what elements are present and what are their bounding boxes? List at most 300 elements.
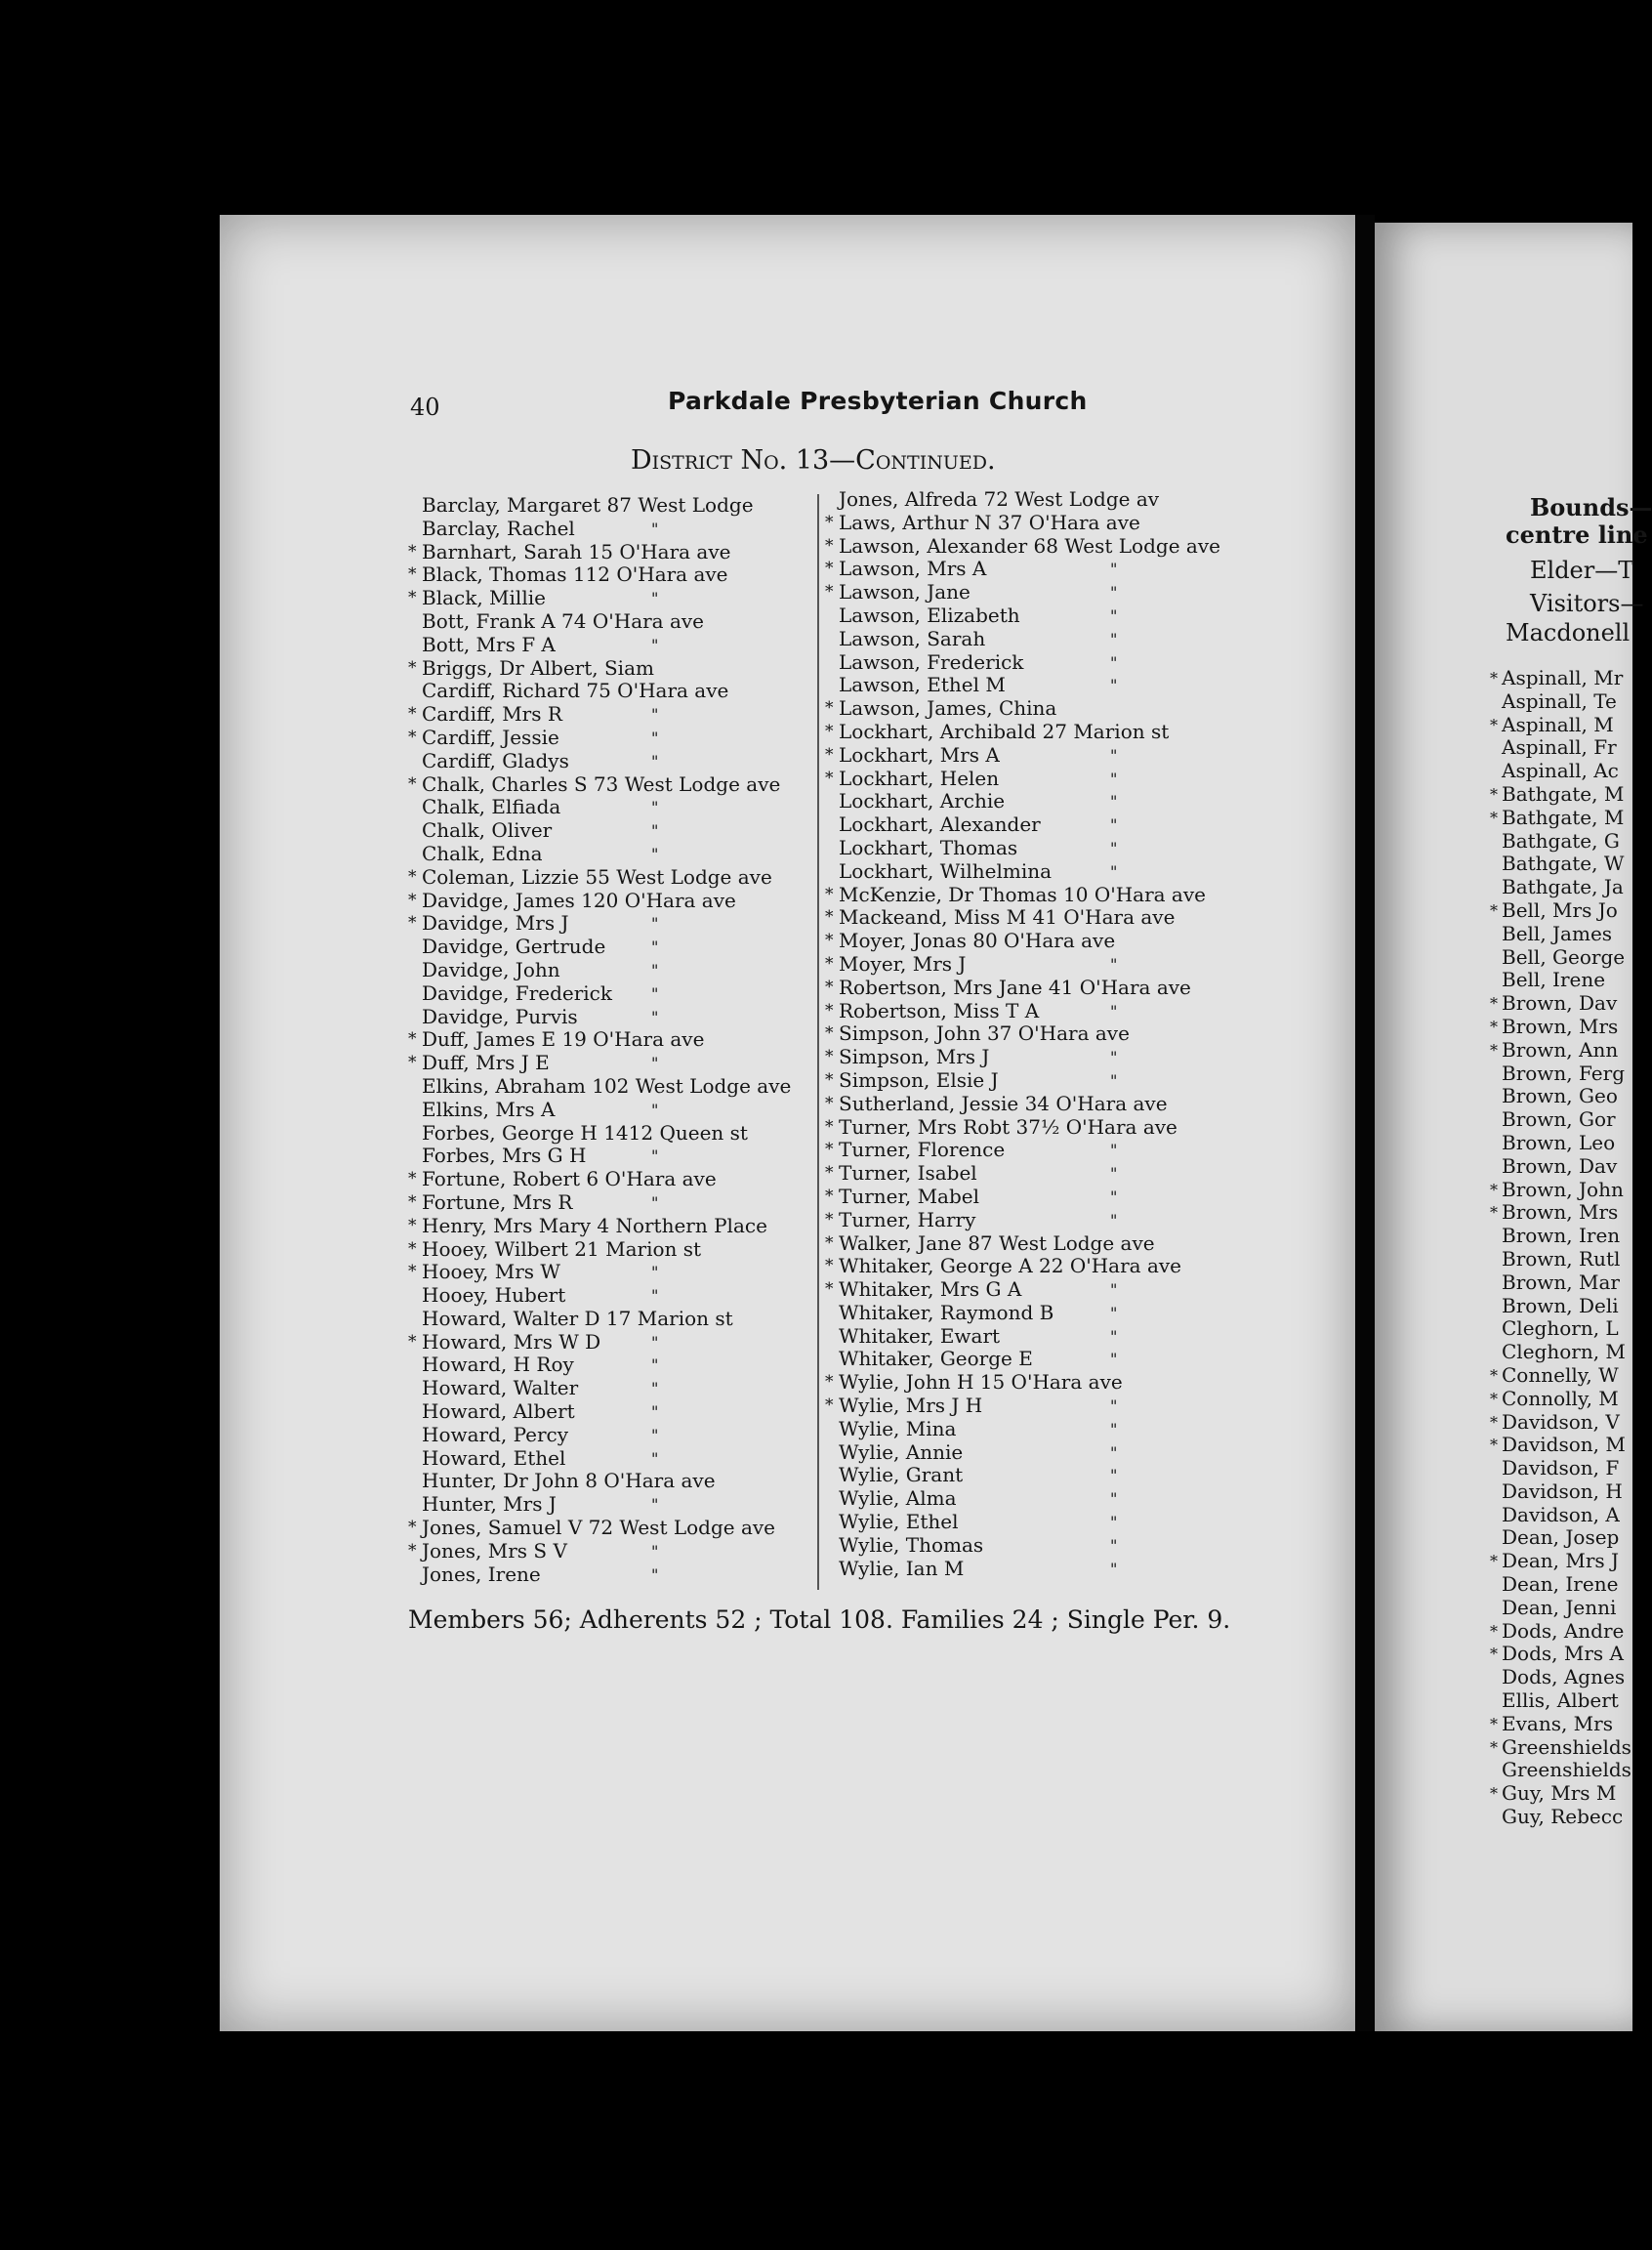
member-name: Evans, Mrs: [1502, 1711, 1613, 1735]
member-name: Bathgate, M: [1502, 781, 1625, 806]
member-name-address: Barclay, Rachel: [422, 516, 575, 540]
communicant-marker: *: [825, 1279, 834, 1300]
ditto-mark: ": [1110, 1513, 1118, 1532]
member-entry: [825, 1114, 1249, 1140]
ditto-mark: ": [651, 1192, 659, 1212]
member-name: Brown, Mrs: [1502, 1200, 1619, 1225]
ditto-mark: ": [651, 821, 659, 841]
member-name: Greenshields: [1502, 1734, 1631, 1759]
member-name-address: Turner, Mrs Robt 37½ O'Hara ave: [839, 1114, 1177, 1139]
ditto-mark: ": [1110, 652, 1118, 672]
member-entry: [408, 562, 812, 587]
member-name-address: Whitaker, George A 22 O'Hara ave: [839, 1254, 1182, 1278]
communicant-marker: *: [825, 1396, 834, 1416]
next-page-entry: [1502, 690, 1631, 714]
member-name-address: Lawson, Mrs A: [839, 557, 987, 581]
member-name-address: Cardiff, Gladys: [422, 748, 569, 772]
member-name-address: Lawson, Frederick: [839, 649, 1024, 674]
member-name-address: Chalk, Charles S 73 West Lodge ave: [422, 771, 781, 796]
member-entry: [839, 604, 1249, 628]
member-name-address: Jones, Samuel V 72 West Lodge ave: [422, 1516, 776, 1540]
member-entry: [408, 1538, 812, 1563]
member-entry: [422, 1493, 812, 1517]
communicant-marker: *: [825, 1023, 834, 1044]
member-entry: [422, 1377, 812, 1400]
ditto-mark: ": [1110, 1489, 1118, 1509]
next-page-entry: [1490, 1177, 1631, 1202]
communicant-marker: *: [1490, 715, 1498, 734]
ditto-mark: ": [1110, 605, 1118, 625]
member-entry: [825, 1067, 1249, 1093]
member-entry: [839, 674, 1249, 697]
ditto-mark: ": [651, 983, 659, 1003]
ditto-mark: ": [1110, 629, 1118, 648]
communicant-marker: *: [1490, 1389, 1498, 1408]
member-entry: [839, 1534, 1249, 1558]
next-page-entry: [1502, 830, 1631, 854]
next-page-member-list: [1490, 666, 1631, 1829]
member-entry: [408, 1189, 812, 1215]
member-entry: [825, 557, 1249, 581]
next-page-entry: [1502, 969, 1631, 992]
member-name: Dean, Jenni: [1502, 1595, 1617, 1619]
next-page-entry: [1502, 853, 1631, 876]
member-name: Davidson, A: [1502, 1502, 1620, 1526]
member-entry: [422, 1424, 812, 1447]
communicant-marker: *: [408, 1262, 417, 1282]
member-name-address: Lawson, James, China: [839, 696, 1057, 721]
ditto-mark: ": [651, 1332, 659, 1352]
communicant-marker: *: [1490, 1412, 1498, 1432]
member-entry: [825, 1184, 1249, 1209]
ditto-mark: ": [651, 1541, 659, 1561]
next-page-entry: [1502, 1597, 1631, 1620]
member-entry: [825, 742, 1249, 768]
member-entry: [422, 982, 812, 1006]
member-entry: [408, 725, 812, 750]
member-entry: [422, 680, 812, 703]
member-name-address: Lawson, Sarah: [839, 626, 986, 650]
member-name: Dods, Agnes: [1502, 1665, 1626, 1689]
ditto-mark: ": [651, 705, 659, 725]
member-entry: [839, 860, 1249, 884]
communicant-marker: *: [825, 535, 834, 556]
communicant-marker: *: [825, 1232, 834, 1253]
ditto-mark: ": [651, 1495, 659, 1515]
member-entry: [408, 1260, 812, 1284]
next-page-entry: [1502, 1295, 1631, 1318]
member-entry: [825, 1277, 1249, 1302]
member-name-address: Robertson, Mrs Jane 41 O'Hara ave: [839, 975, 1191, 999]
member-entry: [825, 1045, 1249, 1069]
member-entry: [408, 1236, 812, 1262]
member-entry: [825, 905, 1249, 930]
member-entry: [839, 1348, 1249, 1371]
member-name-address: Barclay, Margaret 87 West Lodge: [422, 493, 754, 517]
communicant-marker: *: [408, 657, 417, 678]
member-entry: [825, 975, 1249, 1000]
member-name-address: Wylie, Thomas: [839, 1532, 984, 1557]
member-name: Brown, Geo: [1502, 1084, 1618, 1108]
communicant-marker: *: [408, 1238, 417, 1259]
ditto-mark: ": [1110, 861, 1118, 881]
communicant-marker: *: [408, 727, 417, 747]
communicant-marker: *: [1490, 1645, 1498, 1664]
member-name: Brown, Deli: [1502, 1293, 1619, 1317]
ditto-mark: ": [1110, 1303, 1118, 1322]
communicant-marker: *: [408, 1215, 417, 1235]
communicant-marker: *: [825, 1256, 834, 1276]
communicant-marker: *: [825, 884, 834, 904]
member-name: Dods, Andre: [1502, 1618, 1625, 1643]
next-page-entry: [1502, 1155, 1631, 1179]
member-entry: [825, 719, 1249, 744]
member-name-address: Turner, Harry: [839, 1207, 976, 1231]
member-name-address: Hunter, Dr John 8 O'Hara ave: [422, 1469, 716, 1493]
next-page-entry: [1502, 1573, 1631, 1597]
member-name: Connelly, W: [1502, 1362, 1619, 1387]
member-name-address: Lawson, Jane: [839, 580, 971, 604]
communicant-marker: *: [408, 1331, 417, 1352]
next-page-entry: [1502, 1248, 1631, 1271]
ditto-mark: ": [651, 1007, 659, 1026]
next-page-heading: Bounds—: [1530, 493, 1652, 521]
member-entry: [408, 539, 812, 564]
ditto-mark: ": [1110, 1535, 1118, 1555]
ditto-mark: ": [651, 751, 659, 771]
member-name-address: Lockhart, Wilhelmina: [839, 858, 1053, 883]
member-name-address: Simpson, Mrs J: [839, 1045, 990, 1069]
ditto-mark: ": [651, 1355, 659, 1375]
member-entry: [422, 1006, 812, 1029]
communicant-marker: *: [825, 907, 834, 928]
member-entry: [422, 634, 812, 657]
member-name: Aspinall, Te: [1502, 688, 1617, 713]
member-name: Dean, Josep: [1502, 1525, 1620, 1550]
communicant-marker: *: [1490, 1180, 1498, 1199]
member-name-address: Mackeand, Miss M 41 O'Hara ave: [839, 905, 1176, 930]
member-name-address: Chalk, Oliver: [422, 818, 553, 843]
member-name-address: Fortune, Mrs R: [422, 1189, 573, 1214]
communicant-marker: *: [825, 582, 834, 603]
member-entry: [825, 1091, 1249, 1116]
member-name-address: Wylie, Annie: [839, 1439, 964, 1464]
communicant-marker: *: [825, 744, 834, 765]
member-entry: [422, 1470, 812, 1493]
next-page-heading: Macdonell: [1506, 619, 1631, 646]
member-entry: [422, 1447, 812, 1471]
member-name-address: Laws, Arthur N 37 O'Hara ave: [839, 510, 1140, 534]
next-page-entry: [1490, 991, 1631, 1016]
member-name-address: Lawson, Alexander 68 West Lodge ave: [839, 533, 1220, 558]
ditto-mark: ": [651, 1448, 659, 1468]
member-entry: [422, 819, 812, 843]
communicant-marker: *: [825, 1093, 834, 1113]
member-entry: [408, 1516, 812, 1540]
member-entry: [825, 766, 1249, 791]
next-page-entry: [1490, 1409, 1631, 1435]
member-entry: [839, 1302, 1249, 1325]
member-name: Bathgate, W: [1502, 852, 1625, 876]
member-name: Bell, George: [1502, 944, 1626, 969]
ditto-mark: ": [1110, 1164, 1118, 1184]
member-entry: [825, 882, 1249, 907]
member-name-address: Robertson, Miss T A: [839, 998, 1040, 1022]
member-entry: [839, 1487, 1249, 1511]
member-entry: [408, 702, 812, 727]
communicant-marker: *: [1490, 1621, 1498, 1641]
member-entry: [825, 1394, 1249, 1418]
member-entry: [422, 518, 812, 541]
communicant-marker: *: [825, 1186, 834, 1206]
member-entry: [839, 1511, 1249, 1534]
member-list-left-column: [408, 493, 812, 1586]
communicant-marker: *: [408, 1540, 417, 1561]
ditto-mark: ": [1110, 560, 1118, 579]
member-name-address: Wylie, Alma: [839, 1486, 957, 1511]
communicant-marker: *: [408, 773, 417, 794]
member-entry: [825, 580, 1249, 604]
communicant-marker: *: [825, 768, 834, 788]
member-list-right-column: [825, 487, 1249, 1580]
member-name: Bathgate, Ja: [1502, 875, 1624, 899]
member-name-address: Hunter, Mrs J: [422, 1492, 557, 1517]
communicant-marker: *: [1490, 1365, 1498, 1385]
ditto-mark: ": [1110, 583, 1118, 603]
member-name: Brown, Iren: [1502, 1224, 1621, 1248]
member-name: Davidson, H: [1502, 1479, 1623, 1503]
member-name: Aspinall, Ac: [1502, 759, 1619, 783]
next-page-entry: [1490, 1781, 1631, 1806]
communicant-marker: *: [1490, 669, 1498, 688]
member-name: Brown, Dav: [1502, 991, 1618, 1016]
ditto-mark: ": [1110, 1141, 1118, 1160]
member-entry: [408, 1051, 812, 1075]
member-entry: [825, 1161, 1249, 1186]
member-name-address: Davidge, John: [422, 957, 560, 981]
next-page-entry: [1502, 923, 1631, 946]
member-entry: [422, 796, 812, 819]
member-name-address: Lockhart, Mrs A: [839, 742, 1000, 767]
member-entry: [422, 610, 812, 634]
communicant-marker: *: [1490, 1737, 1498, 1757]
next-page-entry: [1490, 1200, 1631, 1225]
member-name: Connolly, M: [1502, 1386, 1619, 1410]
next-page-entry: [1502, 1085, 1631, 1108]
member-entry: [839, 837, 1249, 860]
page-number: 40: [410, 394, 440, 421]
member-name-address: Duff, James E 19 O'Hara ave: [422, 1027, 705, 1052]
member-name-address: Lawson, Ethel M: [839, 673, 1006, 697]
next-page-entry: [1502, 1480, 1631, 1504]
member-name-address: Elkins, Mrs A: [422, 1097, 556, 1121]
member-name-address: Lockhart, Archibald 27 Marion st: [839, 719, 1170, 743]
member-name: Davidson, M: [1502, 1433, 1626, 1457]
member-name: Bell, James: [1502, 921, 1613, 945]
next-page-entry: [1502, 1666, 1631, 1689]
ditto-mark: ": [651, 1054, 659, 1073]
next-page-entry: [1490, 712, 1631, 737]
member-name-address: Hooey, Mrs W: [422, 1260, 560, 1284]
member-name: Brown, Ferg: [1502, 1061, 1625, 1085]
member-name-address: Jones, Alfreda 72 West Lodge av: [839, 487, 1160, 511]
communicant-marker: *: [825, 1163, 834, 1184]
member-name: Guy, Rebecc: [1502, 1805, 1624, 1829]
ditto-mark: ": [651, 1402, 659, 1422]
member-name: Aspinall, Fr: [1502, 735, 1617, 760]
member-entry: [422, 959, 812, 982]
member-name-address: Wylie, Ethel: [839, 1510, 959, 1534]
ditto-mark: ": [1110, 815, 1118, 835]
member-name-address: Black, Thomas 112 O'Hara ave: [422, 562, 728, 587]
member-name-address: Barnhart, Sarah 15 O'Hara ave: [422, 539, 731, 563]
next-page-entry: [1490, 1711, 1631, 1736]
member-name-address: Hooey, Wilbert 21 Marion st: [422, 1236, 702, 1261]
member-name: Davidson, F: [1502, 1456, 1620, 1480]
member-name-address: Davidge, Mrs J: [422, 911, 569, 936]
member-entry: [422, 1099, 812, 1122]
member-name-address: Davidge, Frederick: [422, 980, 612, 1005]
communicant-marker: *: [408, 866, 417, 887]
member-name-address: Sutherland, Jessie 34 O'Hara ave: [839, 1091, 1168, 1115]
next-page-entry: [1490, 1362, 1631, 1388]
member-name-address: Cardiff, Richard 75 O'Hara ave: [422, 679, 729, 703]
member-name-address: Jones, Mrs S V: [422, 1538, 567, 1562]
member-name: Aspinall, Mr: [1502, 666, 1624, 689]
member-name: Bell, Mrs Jo: [1502, 897, 1618, 922]
ditto-mark: ": [651, 914, 659, 934]
communicant-marker: *: [825, 931, 834, 951]
ditto-mark: ": [1110, 676, 1118, 695]
member-entry: [839, 488, 1249, 512]
member-name-address: Howard, H Roy: [422, 1353, 574, 1377]
member-name: Cleghorn, L: [1502, 1316, 1619, 1341]
next-page-entry: [1490, 1037, 1631, 1062]
ditto-mark: ": [651, 1286, 659, 1306]
member-entry: [825, 929, 1249, 953]
member-entry: [839, 1441, 1249, 1465]
ditto-mark: ": [1110, 1280, 1118, 1300]
ditto-mark: ": [1110, 1419, 1118, 1438]
member-name-address: Turner, Isabel: [839, 1161, 977, 1186]
next-page-entry: [1502, 1806, 1631, 1829]
member-entry: [408, 586, 812, 610]
member-name-address: Howard, Mrs W D: [422, 1329, 601, 1354]
communicant-marker: *: [408, 1053, 417, 1073]
member-name-address: Whitaker, George E: [839, 1347, 1033, 1371]
communicant-marker: *: [408, 588, 417, 608]
communicant-marker: *: [825, 953, 834, 974]
next-page-entry: [1502, 1108, 1631, 1132]
ditto-mark: ": [1110, 1326, 1118, 1346]
next-page-entry: [1490, 1618, 1631, 1644]
ditto-mark: ": [651, 589, 659, 608]
ditto-mark: ": [651, 1564, 659, 1584]
ditto-mark: ": [1110, 954, 1118, 974]
next-page-entry: [1490, 1642, 1631, 1666]
ditto-mark: ": [651, 1146, 659, 1166]
member-name-address: Davidge, Gertrude: [422, 935, 606, 959]
member-name: Brown, Gor: [1502, 1107, 1616, 1132]
member-entry: [839, 813, 1249, 837]
member-entry: [825, 1207, 1249, 1232]
next-page-entry: [1502, 1504, 1631, 1527]
member-entry: [422, 750, 812, 773]
ditto-mark: ": [1110, 769, 1118, 788]
member-name-address: Black, Millie: [422, 586, 546, 610]
member-name-address: Davidge, Purvis: [422, 1004, 578, 1028]
communicant-marker: *: [408, 890, 417, 910]
member-name-address: Wylie, Mrs J H: [839, 1394, 983, 1418]
district-summary: Members 56; Adherents 52 ; Total 108. Families 24 ; Single Per. 9.: [408, 1605, 1231, 1634]
member-name-address: Moyer, Jonas 80 O'Hara ave: [839, 929, 1116, 953]
member-name-address: Simpson, Elsie J: [839, 1067, 999, 1092]
running-head: Parkdale Presbyterian Church: [668, 387, 1088, 415]
member-name: Bell, Irene: [1502, 968, 1606, 992]
ditto-mark: ": [1110, 838, 1118, 857]
member-name-address: Fortune, Robert 6 O'Hara ave: [422, 1167, 717, 1191]
ditto-mark: ": [651, 728, 659, 747]
member-name-address: Bott, Mrs F A: [422, 632, 556, 656]
member-entry: [422, 1122, 812, 1146]
ditto-mark: ": [1110, 1001, 1118, 1021]
communicant-marker: *: [825, 977, 834, 997]
communicant-marker: *: [1490, 1552, 1498, 1571]
member-entry: [839, 790, 1249, 813]
member-entry: [825, 951, 1249, 977]
member-name-address: Lockhart, Thomas: [839, 835, 1018, 859]
communicant-marker: *: [408, 1169, 417, 1189]
member-entry: [839, 1464, 1249, 1487]
member-entry: [825, 1021, 1249, 1046]
member-name-address: Duff, Mrs J E: [422, 1051, 550, 1075]
member-entry: [408, 888, 812, 913]
member-name-address: Lockhart, Archie: [839, 789, 1006, 813]
ditto-mark: ": [651, 1263, 659, 1282]
member-name-address: Howard, Walter: [422, 1376, 579, 1400]
member-name: Aspinall, M: [1502, 712, 1614, 736]
next-page-entry: [1502, 946, 1631, 970]
ditto-mark: ": [1110, 792, 1118, 812]
member-entry: [408, 1167, 812, 1191]
next-page-entry: [1502, 1225, 1631, 1248]
next-page-entry: [1490, 897, 1631, 923]
member-entry: [422, 1284, 812, 1308]
ditto-mark: ": [1110, 1187, 1118, 1206]
member-name: Davidson, V: [1502, 1409, 1620, 1434]
member-name-address: Turner, Mabel: [839, 1184, 980, 1208]
member-entry: [825, 696, 1249, 721]
member-entry: [839, 651, 1249, 675]
member-entry: [825, 1254, 1249, 1278]
communicant-marker: *: [1490, 1203, 1498, 1223]
member-name: Brown, Dav: [1502, 1153, 1618, 1178]
member-name-address: Lockhart, Helen: [839, 766, 1000, 790]
ditto-mark: ": [1110, 1559, 1118, 1578]
member-name-address: Wylie, John H 15 O'Hara ave: [839, 1370, 1123, 1395]
member-entry: [422, 1145, 812, 1168]
next-page-entry: [1502, 1689, 1631, 1713]
member-name-address: Howard, Ethel: [422, 1445, 566, 1470]
ditto-mark: ": [1110, 745, 1118, 765]
member-name-address: Chalk, Elfiada: [422, 795, 561, 819]
communicant-marker: *: [408, 1518, 417, 1538]
communicant-marker: *: [825, 1372, 834, 1393]
communicant-marker: *: [1490, 784, 1498, 804]
member-name-address: Turner, Florence: [839, 1138, 1006, 1162]
member-entry: [825, 1370, 1249, 1395]
member-entry: [422, 1400, 812, 1424]
